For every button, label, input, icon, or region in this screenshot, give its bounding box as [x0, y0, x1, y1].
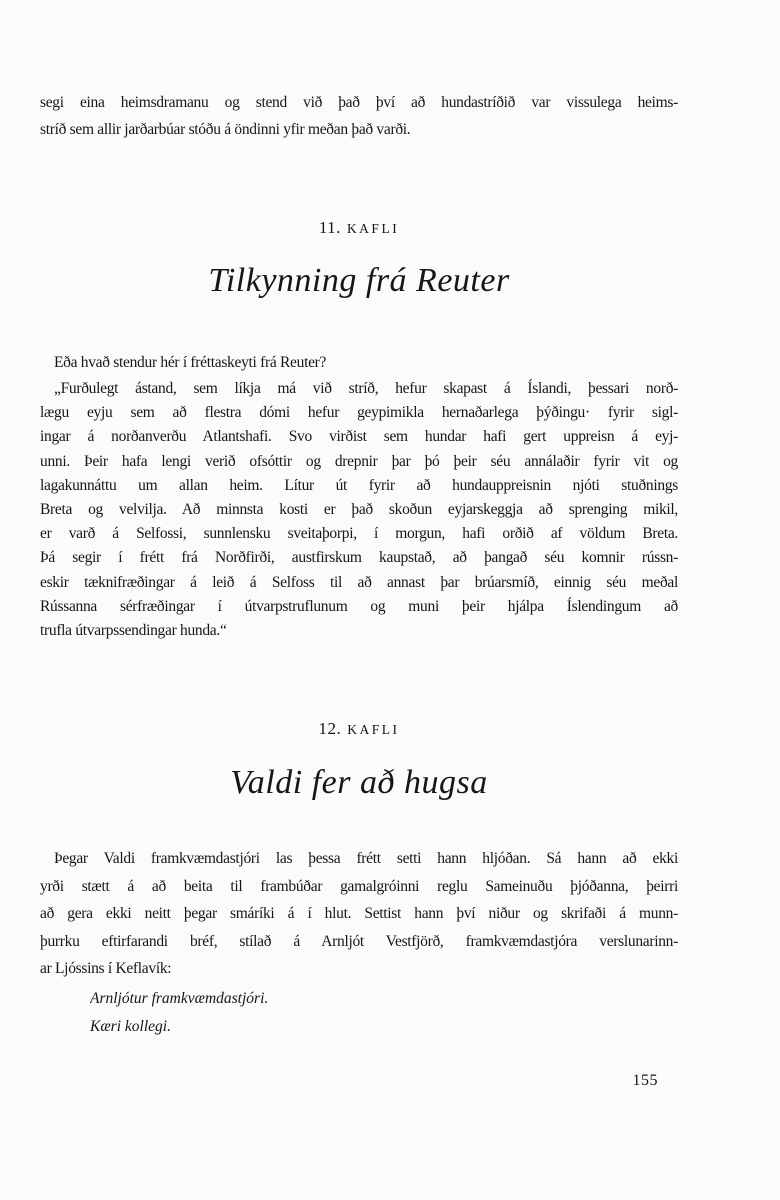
- chapter-12-title: Valdi fer að hugsa: [230, 764, 488, 801]
- letter-opening: [90, 985, 728, 1041]
- text-line: eskir tæknifræðingar á leið á Selfoss til að annast þar brúarsmíð, einnig séu meðal: [40, 573, 678, 591]
- text-line: að gera ekki neitt þegar smáríki á í hlut. Settist hann því niður og skrifaði á munn-: [40, 905, 678, 922]
- text-line: ar Ljóssins í Keflavík:: [40, 960, 172, 977]
- text-line: er varð á Selfossi, sunnlensku sveitaþorpi, í morgun, hafi orðið af völdum Breta.: [40, 525, 678, 543]
- chapter-11-title: Tilkynning frá Reuter: [208, 262, 510, 299]
- text-line: trufla útvarpssendingar hunda.“: [40, 621, 227, 639]
- chapter-11-label: KAFLI: [346, 221, 400, 236]
- page-number: 155: [632, 1072, 658, 1089]
- text-line: unni. Þeir hafa lengi verið ofsóttir og drepnir þar þó þeir séu annálaðir fyrir vit og: [40, 452, 678, 470]
- text-line: Arnljótur framkvæmdastjóri.: [90, 990, 269, 1007]
- valdi-paragraph: [40, 845, 678, 983]
- chapter-11-number: 11.: [318, 218, 341, 237]
- text-line: þurrku eftirfarandi bréf, stílað á Arnljót Vestfjörð, framkvæmdastjóra verslunarinn-: [40, 932, 678, 950]
- text-line: segi eina heimsdramanu og stend við það því að hundastríðið var vissulega heims-: [40, 94, 678, 111]
- text-line: stríð sem allir jarðarbúar stóðu á öndinni yfir meðan það varði.: [40, 121, 411, 138]
- text-line: Þá segir í frétt frá Norðfirði, austfirskum kaupstað, að þangað séu komnir rússn-: [40, 549, 678, 567]
- chapter-12-heading: [40, 718, 678, 741]
- text-column: [40, 0, 678, 1200]
- chapter-12-number: 12.: [318, 719, 342, 738]
- chapter-11-heading: [40, 217, 678, 240]
- reuter-lead-line: Eða hvað stendur hér í fréttaskeyti frá Reuter?: [54, 354, 327, 371]
- text-line: Rússanna sérfræðingar í útvarpstruflunum og muni þeir hjálpa Íslendingum að: [40, 597, 678, 615]
- text-line: yrði stætt á að beita til frambúðar gamalgróinni reglu Sameinuðu þjóðanna, þeirri: [40, 877, 678, 895]
- chapter-12-label: KAFLI: [347, 722, 400, 737]
- text-line: ingar á norðanverðu Atlantshafi. Svo virðist sem hundar hafi gert uppreisn á eyj-: [40, 428, 678, 446]
- text-line: lægu eyju sem að flestra dómi hefur geypimikla hernaðarlega þýðingu· fyrir sigl-: [40, 404, 678, 422]
- text-line: lagakunnáttu um allan heim. Lítur út fyrir að hundauppreisnin njóti stuðnings: [40, 476, 678, 494]
- text-line: Kæri kollegi.: [90, 1018, 171, 1035]
- reuter-quote-paragraph: [40, 377, 678, 643]
- text-line: Þegar Valdi framkvæmdastjóri las þessa frétt setti hann hljóðan. Sá hann að ekki: [54, 850, 678, 867]
- text-line: Breta og velvilja. Að minnsta kosti er það skoðun eyjarskeggja að sprenging mikil,: [40, 500, 678, 518]
- continuation-paragraph: [40, 89, 678, 143]
- text-line: „Furðulegt ástand, sem líkja má við stríð, hefur skapast á Íslandi, þessari norð-: [54, 380, 678, 397]
